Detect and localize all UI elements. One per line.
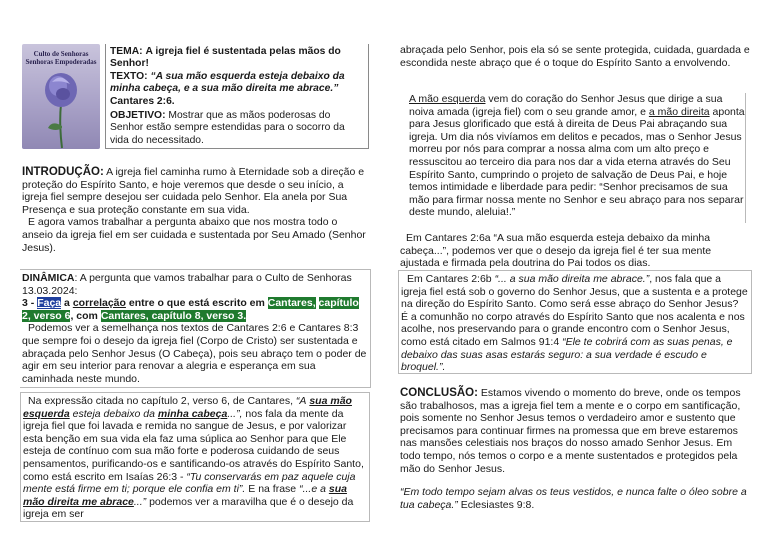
expression-section: Na expressão citada no capítulo 2, verso 6, de Cantares, “A sua mão esquerda esteja debaixo da minha cabeça...”, nos fala da mente da igreja fiel que foi lavada e remida no sangue de Jesus, e por valorizar esta benção em sua vida ela faz uma súplica ao Senhor para que Ele esteja de contínuo com sua mão forte e poderosa cuidando de seus pensamentos, purificando-os e santificando-os através do Espírito Santo, como está escrito em Isaías 26:3 - “Tu conservarás em paz aquele cuja mente está firme em ti; porque ele confia em ti”. E na frase “...e a sua mão direita me abrace...” podemos ver a maravilha que é o desejo da igreja em ser: [20, 392, 370, 522]
intro-heading: INTRODUÇÃO:: [22, 166, 104, 178]
right-paragraph-3: Em Cantares 2:6a “A sua mão esquerda esteja debaixo da minha cabeça...”, podemos ver que o desejo da igreja fiel é ter sua mente ajustada e firmada pela doutrina do Pai todos os dias.: [400, 232, 712, 270]
objetivo-line: OBJETIVO: Mostrar que as mãos poderosas do Senhor estão sempre estendidas para o socorro da vida do necessitado.: [110, 110, 345, 146]
right-paragraph-4: Em Cantares 2:6b “... a sua mão direita me abrace.”, nos fala que a igreja fiel está sob o governo do Senhor Jesus, que a sustenta e a protege na direção do Espírito Santo. Como será esse abraço do Senhor Jesus? É a comunhão no corpo através do Espírito Santo que nos acalenta e nos acolhe, nos preservando para o grande encontro com o Senhor Jesus, como está citado em Salmos 91:4 “Ele te cobrirá com as suas penas, e debaixo das suas asas estarás seguro: a sua verdade é escudo e broquel.”.: [398, 270, 752, 374]
closing-verse: “Em todo tempo sejam alvas os teus vestidos, e nunca falte o óleo sobre a tua cabeça.” Eclesiastes 9:8.: [400, 486, 747, 511]
theme-box: [105, 44, 369, 149]
right-paragraph-2: A mão esquerda vem do coração do Senhor Jesus que dirige a sua noiva amada (igreja fiel) com o seu grande amor, e a mão direita aponta para Jesus glorificado que está à direita de Deus Pai abraçando sua igreja. Um dia nós vivíamos em delitos e pecados, mas o Senhor Jesus morreu por nós para comprar a nossa alma com um alto preço e ressuscitou ao terceiro dia para nos dar a vida eterna através do Seu Espírito Santo, cumprindo o projeto de salvação de Deus Pai, e hoje temos intimidade e liberdade para pedir: “Senhor precisamos de sua mão para firmar nossa mente no Senhor e seu abraço para nos separar deste mundo, aleluia!.”: [400, 93, 746, 223]
conclusion-heading: CONCLUSÃO:: [400, 387, 478, 399]
cover-title: Culto de Senhoras Senhoras Empoderadas: [25, 50, 97, 66]
dynamic-paragraph: Podemos ver a semelhança nos textos de Cantares 2:6 e Cantares 8:3 que sempre foi o desejo da igreja fiel (Corpo de Cristo) ser sustentada e abraçada pelo Senhor Jesus (O Cabeça), pois seu abraço tem o poder de agir em seu interior para renovar a alegria e esperança em sua caminhada neste mundo.: [22, 322, 367, 385]
dynamic-question: 3 - Faça a correlação entre o que está escrito em Cantares, capítulo 2, verso 6, com Cantares, capítulo 8, verso 3.: [22, 297, 359, 322]
conclusion-section: CONCLUSÃO: Estamos vivendo o momento do breve, onde os tempos são trabalhosos, mas a igreja fiel tem a mente e o corpo em santificação, pois somente no Senhor Jesus temos o verdadeiro amor e sustento que precisamos para continuar firmes na promessa que em breve estaremos nas mansões celestiais nos braços do nosso amado Senhor Jesus. Em todo tempo, nós temos o corpo e a mente sustentados e protegidos pela mão do Senhor Jesus.: [400, 387, 741, 475]
rose-icon: [22, 44, 100, 149]
cover-image: [22, 44, 100, 149]
right-paragraph-1: abraçada pelo Senhor, pois ela só se sente protegida, cuidada, guardada e escondida neste abraço que é o toque do Espírito Santo a envolvendo.: [400, 44, 750, 69]
dynamic-section: DINÂMICA: A pergunta que vamos trabalhar para o Culto de Senhoras 13.03.2024: 3 - Faça a correlação entre o que está escrito em Cantares, capítulo 2, verso 6, com Cantares, capítulo 8, verso 3. Podemos ver a semelhança nos textos de Cantares 2:6 e Cantares 8:3 que sempre foi o desejo da igreja fiel (Corpo de Cristo) ser sustentada e abraçada pelo Senhor Jesus (O Cabeça), pois seu abraço tem o poder de agir em seu interior para renovar a alegria e esperança em sua caminhada neste mundo.: [20, 269, 371, 388]
introduction-section: [22, 166, 370, 254]
texto-line: TEXTO: “A sua mão esquerda esteja debaixo da minha cabeça, e a sua mão direita me abrace.” Cantares 2:6.: [110, 70, 345, 107]
intro-paragraph-2: E agora vamos trabalhar a pergunta abaixo que nos mostra todo o anseio da igreja fiel em ser cuidada e sustentada por Seu Amado (Senhor Jesus).: [22, 216, 366, 254]
tema-line: TEMA: A igreja fiel é sustentada pelas mãos do Senhor!: [110, 46, 341, 70]
dynamic-heading: DINÂMICA: [22, 272, 75, 284]
intro-paragraph-1: A igreja fiel caminha rumo à Eternidade sob a direção e proteção do Espírito Santo, e hoje veremos que desde o seu início, a igreja fiel sempre desejou ser cuidada pelo Senhor. Ela anela por Sua Presença e sua proteção constante em sua vida.: [22, 166, 365, 216]
